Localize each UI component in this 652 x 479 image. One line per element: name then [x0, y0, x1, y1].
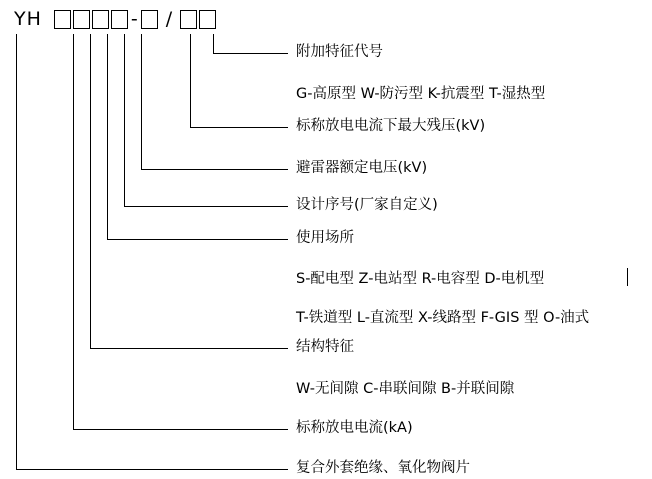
code-box-5 — [141, 10, 158, 29]
label-additional-feature-legend: G-高原型 W-防污型 K-抗震型 T-湿热型 — [296, 86, 546, 102]
leader-hline-design — [124, 206, 288, 207]
label-residual-voltage: 标称放电电流下最大残压(kV) — [296, 118, 486, 134]
label-design-serial: 设计序号(厂家自定义) — [296, 197, 438, 213]
label-usage-location: 使用场所 — [296, 230, 354, 246]
leader-vline-rated — [141, 34, 142, 169]
code-box-6 — [180, 10, 197, 29]
code-box-1 — [54, 10, 71, 29]
label-nominal-discharge-current: 标称放电电流(kA) — [296, 420, 413, 436]
leader-hline-composite — [16, 469, 288, 470]
leader-hline-additional — [213, 53, 288, 54]
label-additional-feature-code: 附加特征代号 — [296, 44, 383, 60]
label-usage-location-legend-1: S-配电型 Z-电站型 R-电容型 D-电机型 — [296, 271, 545, 287]
leader-vline-composite — [16, 34, 17, 469]
legend-tick-mark — [627, 268, 628, 286]
leader-vline-structure — [90, 34, 91, 348]
leader-hline-rated — [141, 169, 288, 170]
leader-vline-discharge — [73, 34, 74, 429]
leader-vline-residual — [190, 34, 191, 127]
leader-vline-usage — [107, 34, 108, 239]
leader-vline-design — [124, 34, 125, 206]
product-code-line — [14, 4, 218, 34]
label-rated-voltage: 避雷器额定电压(kV) — [296, 160, 428, 176]
code-box-3 — [92, 10, 109, 29]
label-usage-location-legend-2: T-铁道型 L-直流型 X-线路型 F-GIS 型 O-油式 — [296, 310, 590, 326]
leader-hline-usage — [107, 239, 288, 240]
code-slash: / — [165, 8, 174, 30]
code-dash: - — [130, 8, 139, 30]
leader-hline-residual — [190, 127, 288, 128]
leader-hline-structure — [90, 348, 288, 349]
label-composite-housing: 复合外套绝缘、氧化物阀片 — [296, 460, 470, 476]
leader-hline-discharge — [73, 429, 288, 430]
label-structure-feature: 结构特征 — [296, 339, 354, 355]
code-box-7 — [199, 10, 216, 29]
code-prefix: YH — [14, 8, 42, 30]
label-structure-feature-legend: W-无间隙 C-串联间隙 B-并联间隙 — [296, 381, 515, 397]
code-box-2 — [73, 10, 90, 29]
code-box-4 — [111, 10, 128, 29]
leader-vline-additional — [213, 34, 214, 53]
